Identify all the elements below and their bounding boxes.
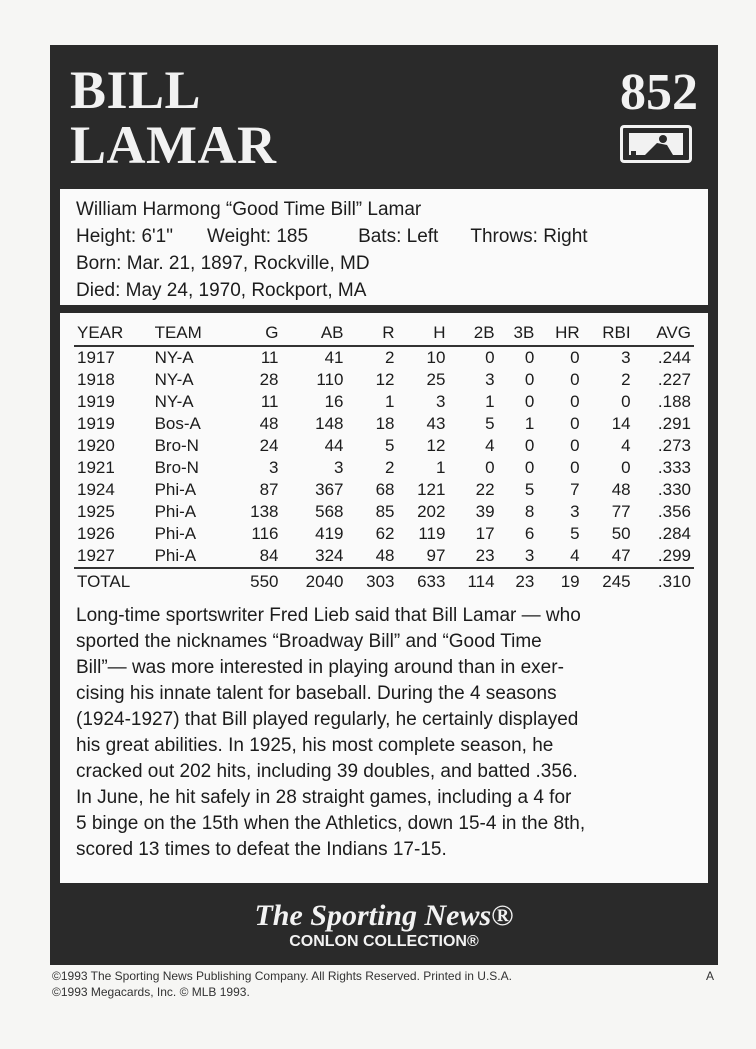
stat-cell: Phi-A [154,502,197,521]
stat-cell: 28 [259,370,279,389]
stat-cell: 3 [621,348,631,367]
stat-cell: 0 [524,348,535,367]
stat-cell: 3 [269,458,279,477]
stat-cell: 367 [315,480,344,499]
stat-cell: 11 [260,392,279,411]
biography-text [76,603,696,863]
stat-cell: .333 [657,458,691,477]
stat-cell: .284 [657,524,691,543]
stat-cell: Bro-N [154,458,199,477]
stats-body [74,346,694,595]
stat-cell: 7 [570,480,580,499]
stats-row [74,545,694,568]
stat-cell: 1 [385,392,395,411]
total-cell: 114 [448,568,497,595]
col-header: G [231,321,282,346]
total-cell: 633 [397,568,448,595]
stat-cell: 17 [475,524,495,543]
player-last-name: LAMAR [70,115,277,175]
stat-cell: 0 [570,348,580,367]
stat-cell: .291 [657,414,691,433]
weight: Weight: 185 [207,226,309,247]
stat-cell: 5 [385,436,395,455]
stat-cell: 1919 [77,392,115,411]
stat-cell: 68 [375,480,395,499]
stat-cell: 0 [524,436,535,455]
total-cell: 19 [537,568,582,595]
stat-cell: 12 [426,436,446,455]
stat-cell: 1924 [77,480,115,499]
biography-line: cracked out 202 hits, including 39 doubles, and batted .356. [76,761,578,782]
stat-cell: 0 [570,370,580,389]
stat-cell: 23 [475,546,495,565]
stat-cell: 16 [324,392,344,411]
stat-cell: 0 [485,458,495,477]
stats-total-row [74,568,694,595]
stat-cell: 14 [611,414,631,433]
stat-cell: .244 [657,348,691,367]
stat-cell: 5 [570,524,580,543]
legal-line-1: ©1993 The Sporting News Publishing Company. All Rights Reserved. Printed in U.S.A. [52,969,512,983]
stat-cell: 12 [375,370,395,389]
stat-cell: NY-A [154,392,194,411]
stats-table [74,321,694,595]
stat-cell: 1 [485,392,495,411]
stat-cell: 24 [259,436,279,455]
stat-cell: 3 [334,458,344,477]
stat-cell: 6 [524,524,535,543]
stat-cell: 4 [621,436,631,455]
stat-cell: 1920 [77,436,115,455]
stat-cell: Phi-A [154,546,197,565]
stat-cell: .330 [657,480,691,499]
stat-cell: NY-A [154,348,194,367]
card-back [50,45,718,965]
legal-line-2: ©1993 Megacards, Inc. © MLB 1993. [52,985,250,999]
stat-cell: 148 [315,414,344,433]
stat-cell: 41 [324,348,344,367]
stat-cell: 50 [611,524,631,543]
stat-cell: Phi-A [154,480,197,499]
stat-cell: 4 [485,436,495,455]
stat-cell: 84 [259,546,279,565]
footer [50,887,718,965]
biography-line: Bill”— was more interested in playing around than in exer- [76,657,564,678]
total-cell: 23 [498,568,538,595]
stat-cell: 0 [570,392,580,411]
stat-cell: 568 [315,502,344,521]
total-cell: 2040 [282,568,347,595]
col-header: AVG [634,321,694,346]
biography-line: Long-time sportswriter Fred Lieb said that Bill Lamar — who [76,605,581,626]
stat-cell: 1926 [77,524,115,543]
stat-cell: 48 [259,414,279,433]
physical-row [76,223,708,250]
col-header: HR [537,321,582,346]
stats-row [74,413,694,435]
stats-row [74,457,694,479]
born: Born: Mar. 21, 1897, Rockville, MD [76,253,370,274]
stat-cell: 62 [375,524,395,543]
stat-cell: 85 [375,502,395,521]
stat-cell: 119 [418,524,446,543]
stat-cell: 43 [426,414,446,433]
stat-cell: 10 [426,348,446,367]
stat-cell: 138 [250,502,279,521]
col-header: YEAR [74,321,152,346]
stat-cell: .227 [657,370,691,389]
stats-row [74,523,694,545]
biography-line: his great abilities. In 1925, his most complete season, he [76,735,554,756]
stat-cell: 22 [475,480,495,499]
stat-cell: 2 [385,458,395,477]
stat-cell: 2 [621,370,631,389]
stat-cell: 5 [485,414,495,433]
stat-cell: 1927 [77,546,115,565]
stat-cell: 97 [426,546,446,565]
stat-cell: 0 [524,370,535,389]
stat-cell: 48 [375,546,395,565]
stat-cell: 1918 [77,370,115,389]
stat-cell: 48 [611,480,631,499]
stat-cell: 44 [324,436,344,455]
stats-row [74,479,694,501]
stats-row [74,346,694,369]
died: Died: May 24, 1970, Rockport, MA [76,280,367,301]
stat-cell: .299 [657,546,691,565]
stat-cell: 121 [417,480,446,499]
stat-cell: 0 [570,436,580,455]
stat-cell: 0 [570,458,580,477]
player-first-name: BILL [70,60,202,120]
col-header: RBI [583,321,634,346]
card-number: 852 [620,64,698,121]
stat-cell: Bos-A [154,414,201,433]
stat-cell: 324 [315,546,344,565]
stats-header-row [74,321,694,346]
stat-cell: 5 [524,480,535,499]
biography-line: cising his innate talent for baseball. During the 4 seasons [76,683,557,704]
stat-cell: 8 [524,502,535,521]
stat-cell: 3 [436,392,446,411]
biography-line: In June, he hit safely in 28 straight games, including a 4 for [76,787,572,808]
stat-cell: 419 [315,524,344,543]
stat-cell: 1917 [77,348,115,367]
total-cell: .310 [634,568,694,595]
bats: Bats: Left [358,226,439,247]
sporting-news-logo: The Sporting News® [254,899,514,932]
stat-cell: 3 [524,546,535,565]
legal-notice [52,968,718,1000]
stat-cell: 1925 [77,502,115,521]
stat-cell: 0 [524,458,535,477]
stat-cell: .188 [657,392,691,411]
stats-row [74,391,694,413]
height: Height: 6'1" [76,226,173,247]
stat-cell: 47 [611,546,631,565]
stat-cell: 0 [524,392,535,411]
col-header: H [397,321,448,346]
stat-cell: 2 [385,348,395,367]
col-header: 2B [448,321,497,346]
total-cell: 303 [347,568,398,595]
stat-cell: 202 [417,502,446,521]
stat-cell: 3 [485,370,495,389]
stats-row [74,501,694,523]
stat-cell: NY-A [154,370,194,389]
col-header: TEAM [152,321,231,346]
throws: Throws: Right [470,226,588,247]
stat-cell: Bro-N [154,436,199,455]
stat-cell: 0 [570,414,580,433]
total-cell: 550 [231,568,282,595]
stat-cell: 11 [260,348,279,367]
stat-cell: 77 [611,502,631,521]
bio-panel [60,189,708,305]
stat-cell: 87 [259,480,279,499]
full-name: William Harmong “Good Time Bill” Lamar [76,199,422,220]
stat-cell: 1 [436,458,446,477]
stat-cell: 0 [621,458,631,477]
mlb-logo-icon [620,125,692,163]
stat-cell: 1 [524,414,535,433]
stat-cell: 39 [475,502,495,521]
biography-line: sported the nicknames “Broadway Bill” and “Good Time [76,631,542,652]
biography-line: (1924-1927) that Bill played regularly, he certainly displayed [76,709,579,730]
stat-cell: 0 [621,392,631,411]
total-cell: 245 [583,568,634,595]
stat-cell: 116 [251,524,279,543]
stat-cell: Phi-A [154,524,197,543]
stat-cell: 3 [570,502,580,521]
stat-cell: 4 [570,546,580,565]
biography-line: scored 13 times to defeat the Indians 17-15. [76,839,447,860]
print-code: A [705,969,714,983]
stats-panel [60,313,708,883]
stats-row [74,369,694,391]
col-header: AB [282,321,347,346]
stat-cell: 18 [375,414,395,433]
stat-cell: .273 [657,436,691,455]
stat-cell: .356 [657,502,691,521]
stat-cell: 0 [485,348,495,367]
total-cell: TOTAL [74,568,231,595]
col-header: 3B [498,321,538,346]
stats-row [74,435,694,457]
stat-cell: 1919 [77,414,115,433]
stat-cell: 1921 [77,458,115,477]
biography-line: 5 binge on the 15th when the Athletics, down 15-4 in the 8th, [76,813,586,834]
stat-cell: 110 [316,370,344,389]
stat-cell: 25 [426,370,446,389]
col-header: R [347,321,398,346]
player-name [70,60,277,175]
conlon-collection: CONLON COLLECTION® [289,933,479,950]
